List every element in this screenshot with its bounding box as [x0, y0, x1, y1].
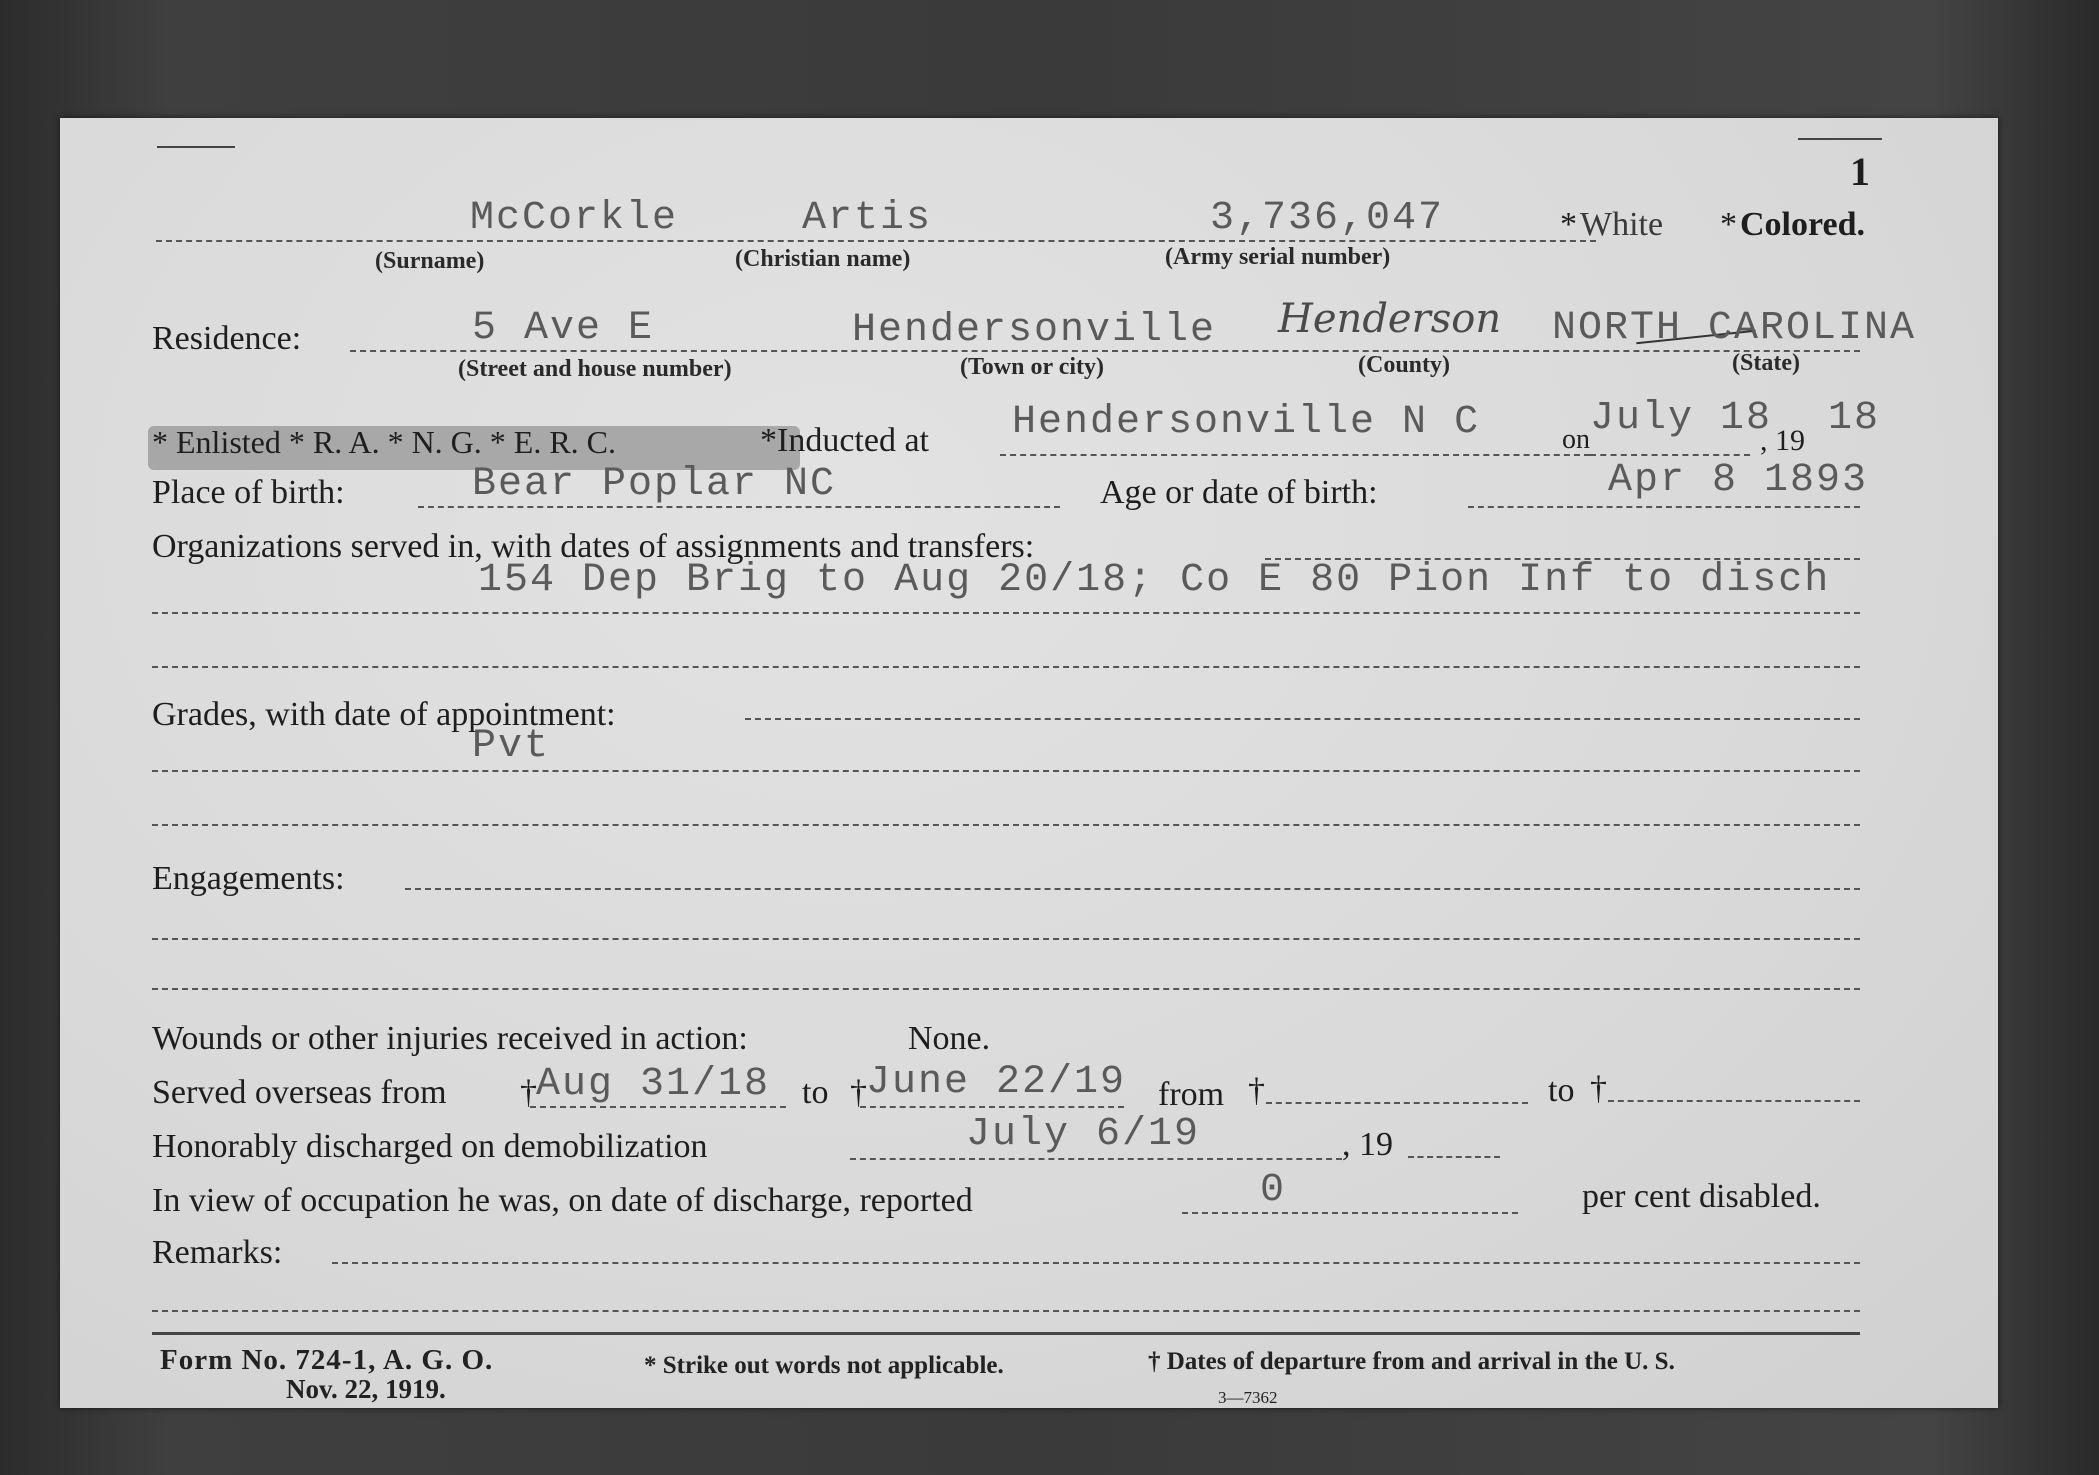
form-date: Nov. 22, 1919. — [286, 1374, 446, 1404]
caption-surname: (Surname) — [375, 248, 485, 274]
remarks-line-2 — [152, 1310, 1860, 1312]
footer-rule — [152, 1332, 1860, 1335]
wounds-value: None. — [908, 1020, 991, 1057]
race-colored-label: Colored. — [1740, 206, 1865, 243]
discharge-date-value: July 6/19 — [966, 1112, 1201, 1157]
disabled-percent-value: 0 — [1260, 1168, 1287, 1213]
grades-value: Pvt — [472, 724, 551, 769]
surname-value: McCorkle — [470, 196, 679, 241]
wounds-label: Wounds or other injuries received in action: — [152, 1020, 748, 1057]
disabled-line — [1182, 1212, 1518, 1214]
caption-county: (County) — [1358, 352, 1451, 378]
grades-label: Grades, with date of appointment: — [152, 696, 616, 733]
inducted-label: *Inducted at — [760, 422, 929, 459]
engagements-line-2 — [152, 938, 1860, 940]
race-white-label: White — [1580, 206, 1664, 243]
street-value: 5 Ave E — [472, 306, 655, 351]
caption-serial-number: (Army serial number) — [1165, 244, 1391, 270]
inducted-year-value: 18 — [1828, 396, 1881, 441]
birth-date-value: Apr 8 1893 — [1608, 458, 1869, 503]
caption-christian-name: (Christian name) — [735, 246, 911, 272]
discharge-label: Honorably discharged on demobilization — [152, 1128, 708, 1165]
print-code: 3—7362 — [1218, 1388, 1278, 1407]
inducted-date-value: July 18 — [1590, 396, 1773, 441]
serial-number-value: 3,736,047 — [1210, 196, 1445, 241]
caption-street: (Street and house number) — [458, 356, 732, 382]
remarks-line-1 — [332, 1262, 1860, 1264]
strike-note: * Strike out words not applicable. — [644, 1352, 1004, 1379]
overseas-to-label: to — [802, 1074, 829, 1111]
overseas-from-dagger: † — [520, 1074, 537, 1111]
christian-name-value: Artis — [802, 196, 933, 241]
discharge-year-prefix: , 19 — [1342, 1126, 1393, 1163]
discharge-line — [850, 1158, 1342, 1160]
birthplace-label: Place of birth: — [152, 474, 345, 511]
organizations-label: Organizations served in, with dates of assignments and transfers: — [152, 528, 1035, 565]
residence-label: Residence: — [152, 320, 302, 357]
inducted-line — [1000, 454, 1590, 456]
occupation-label: In view of occupation he was, on date of discharge, reported — [152, 1182, 973, 1219]
discharge-year-line — [1408, 1156, 1500, 1158]
card-number: 1 — [1850, 149, 1870, 194]
dates-note: † Dates of departure from and arrival in the U. S. — [1148, 1348, 1675, 1375]
overseas-from-line-2 — [1266, 1102, 1528, 1104]
overseas-to-dagger: † — [850, 1074, 867, 1111]
overseas-from-dagger-2: † — [1248, 1072, 1265, 1109]
overseas-to-line-2 — [1608, 1100, 1860, 1102]
enlisted-options-label: * Enlisted * R. A. * N. G. * E. R. C. — [152, 424, 617, 460]
organizations-line-3 — [152, 666, 1860, 668]
inducted-date-line — [1590, 454, 1750, 456]
on-label: on — [1562, 424, 1590, 455]
grades-line-2 — [152, 770, 1860, 772]
age-label: Age or date of birth: — [1100, 474, 1378, 511]
caption-town: (Town or city) — [960, 354, 1104, 380]
county-value: Henderson — [1278, 296, 1502, 342]
top-left-rule — [157, 146, 235, 148]
service-record-card — [60, 118, 1998, 1408]
birth-date-line — [1468, 506, 1860, 508]
overseas-label: Served overseas from — [152, 1074, 447, 1111]
grades-line-1 — [745, 718, 1860, 720]
overseas-to-value: June 22/19 — [866, 1060, 1127, 1105]
organizations-value: 154 Dep Brig to Aug 20/18; Co E 80 Pion Inf to disch — [478, 558, 1831, 603]
inducted-at-value: Hendersonville N C — [1012, 400, 1481, 445]
name-line — [156, 240, 1596, 242]
engagements-line-3 — [152, 988, 1860, 990]
engagements-line-1 — [405, 888, 1860, 890]
organizations-line-2 — [152, 612, 1860, 614]
overseas-from-line — [530, 1106, 786, 1108]
remarks-label: Remarks: — [152, 1234, 283, 1271]
disabled-suffix: per cent disabled. — [1582, 1178, 1821, 1215]
caption-state: (State) — [1732, 350, 1800, 376]
overseas-to-dagger-2: † — [1590, 1070, 1607, 1107]
inducted-year-prefix: , 19 — [1760, 424, 1805, 457]
birthplace-value: Bear Poplar NC — [472, 462, 837, 507]
overseas-from-label-2: from — [1158, 1076, 1225, 1113]
overseas-from-value: Aug 31/18 — [536, 1062, 771, 1107]
overseas-to-line — [860, 1106, 1124, 1108]
birthplace-line — [418, 506, 1060, 508]
race-asterisk-1: * — [1560, 206, 1577, 243]
overseas-to-label-2: to — [1548, 1072, 1575, 1109]
form-number: Form No. 724-1, A. G. O. — [160, 1344, 494, 1376]
state-value: NORTH CAROLINA — [1552, 306, 1917, 351]
top-right-rule — [1798, 138, 1882, 140]
residence-line — [350, 350, 1860, 352]
grades-line-3 — [152, 824, 1860, 826]
town-value: Hendersonville — [852, 308, 1217, 353]
race-asterisk-2: * — [1720, 206, 1737, 243]
engagements-label: Engagements: — [152, 860, 345, 897]
